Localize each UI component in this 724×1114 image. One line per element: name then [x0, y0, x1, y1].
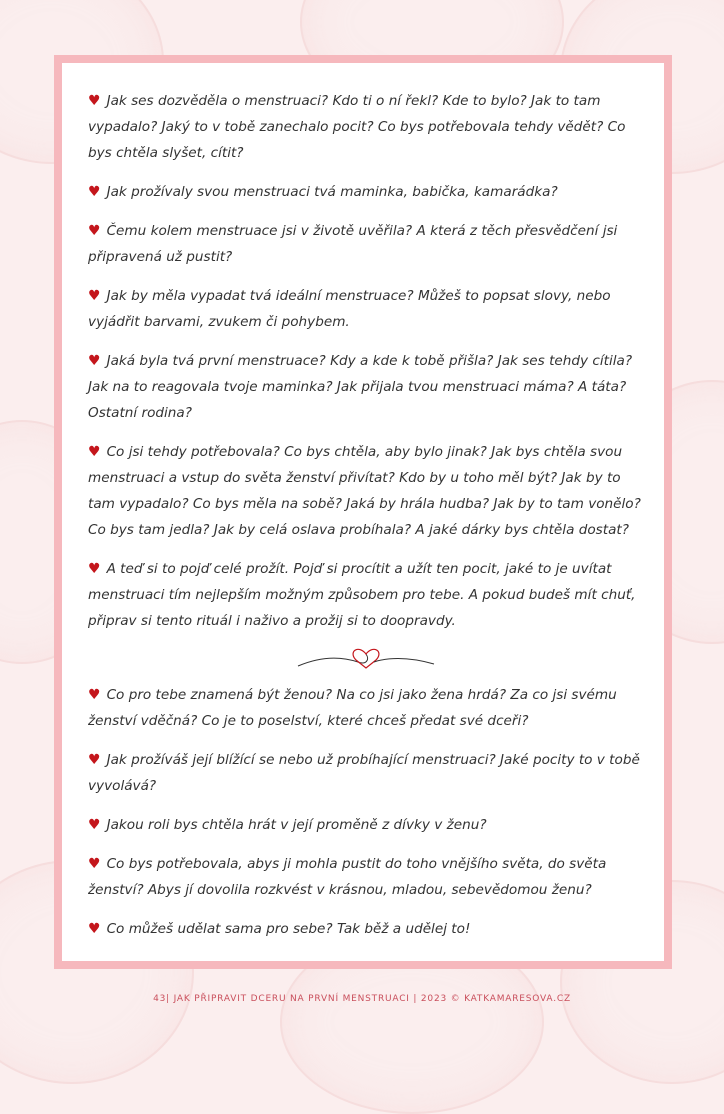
heart-icon: ♥	[88, 687, 101, 703]
list-item: ♥ A teď si to pojď celé prožít. Pojď si procítit a užít ten pocit, jaké to je uvítat menstruaci tím nejlepším možným způsobem pro tebe. A pokud budeš mít chuť, připrav si tento rituál i naživo a prožij si to doopravdy.	[88, 561, 636, 629]
heart-icon: ♥	[88, 93, 101, 109]
heart-icon: ♥	[88, 223, 101, 239]
list-item: ♥ Co pro tebe znamená být ženou? Na co jsi jako žena hrdá? Za co jsi svému ženství vděčná? Co je to poselství, které chceš předat své dceři?	[88, 687, 617, 729]
heart-icon: ♥	[88, 752, 101, 768]
heart-icon: ♥	[88, 921, 101, 937]
list-item: ♥ Co bys potřebovala, abys ji mohla pustit do toho vnějšího světa, do světa ženství? Abys jí dovolila rozkvést v krásnou, mladou, sebevědomou ženu?	[88, 856, 607, 898]
list-item: ♥ Jakou roli bys chtěla hrát v její proměně z dívky v ženu?	[88, 817, 487, 833]
heart-icon: ♥	[88, 817, 101, 833]
list-item: ♥ Jak by měla vypadat tvá ideální menstruace? Můžeš to popsat slovy, nebo vyjádřit barvami, zvukem či pohybem.	[88, 288, 611, 330]
question-list-part2	[88, 682, 648, 942]
heart-icon: ♥	[88, 353, 101, 369]
heart-icon: ♥	[88, 288, 101, 304]
page-footer: 43| JAK PŘIPRAVIT DCERU NA PRVNÍ MENSTRUACI | 2023 © KATKAMARESOVA.CZ	[153, 994, 571, 1004]
list-item: ♥ Jaká byla tvá první menstruace? Kdy a kde k tobě přišla? Jak ses tehdy cítila? Jak na to reagovala tvoje maminka? Jak přijala tvou menstruaci máma? A táta? Ostatní rodina?	[88, 353, 633, 421]
heart-icon: ♥	[88, 561, 101, 577]
list-item: ♥ Co můžeš udělat sama pro sebe? Tak běž a udělej to!	[88, 921, 471, 937]
content	[88, 88, 648, 942]
list-item: ♥ Jak ses dozvěděla o menstruaci? Kdo ti o ní řekl? Kde to bylo? Jak to tam vypadalo? Jaký to v tobě zanechalo pocit? Co bys potřebovala tehdy vědět? Co bys chtěla slyšet, cítit?	[88, 93, 626, 161]
question-list-part1	[88, 88, 648, 634]
list-item: ♥ Co jsi tehdy potřebovala? Co bys chtěla, aby bylo jinak? Jak bys chtěla svou menstruaci a vstup do světa ženství přivítat? Kdo by u toho měl být? Jak by to tam vypadalo? Co bys měla na sobě? Jaká by hrála hudba? Jak by to tam vonělo? Co bys tam jedla? Jak by celá oslava probíhala? A jaké dárky bys chtěla dostat?	[88, 444, 641, 538]
heart-icon: ♥	[88, 184, 101, 200]
heart-icon: ♥	[88, 856, 101, 872]
heart-icon: ♥	[88, 444, 101, 460]
list-item: ♥ Čemu kolem menstruace jsi v životě uvěřila? A která z těch přesvědčení jsi připravená už pustit?	[88, 223, 618, 265]
list-item: ♥ Jak prožívaly svou menstruaci tvá maminka, babička, kamarádka?	[88, 184, 558, 200]
heart-line-divider-icon	[296, 638, 436, 674]
list-item: ♥ Jak prožíváš její blížící se nebo už probíhající menstruaci? Jaké pocity to v tobě vyvolává?	[88, 752, 640, 794]
